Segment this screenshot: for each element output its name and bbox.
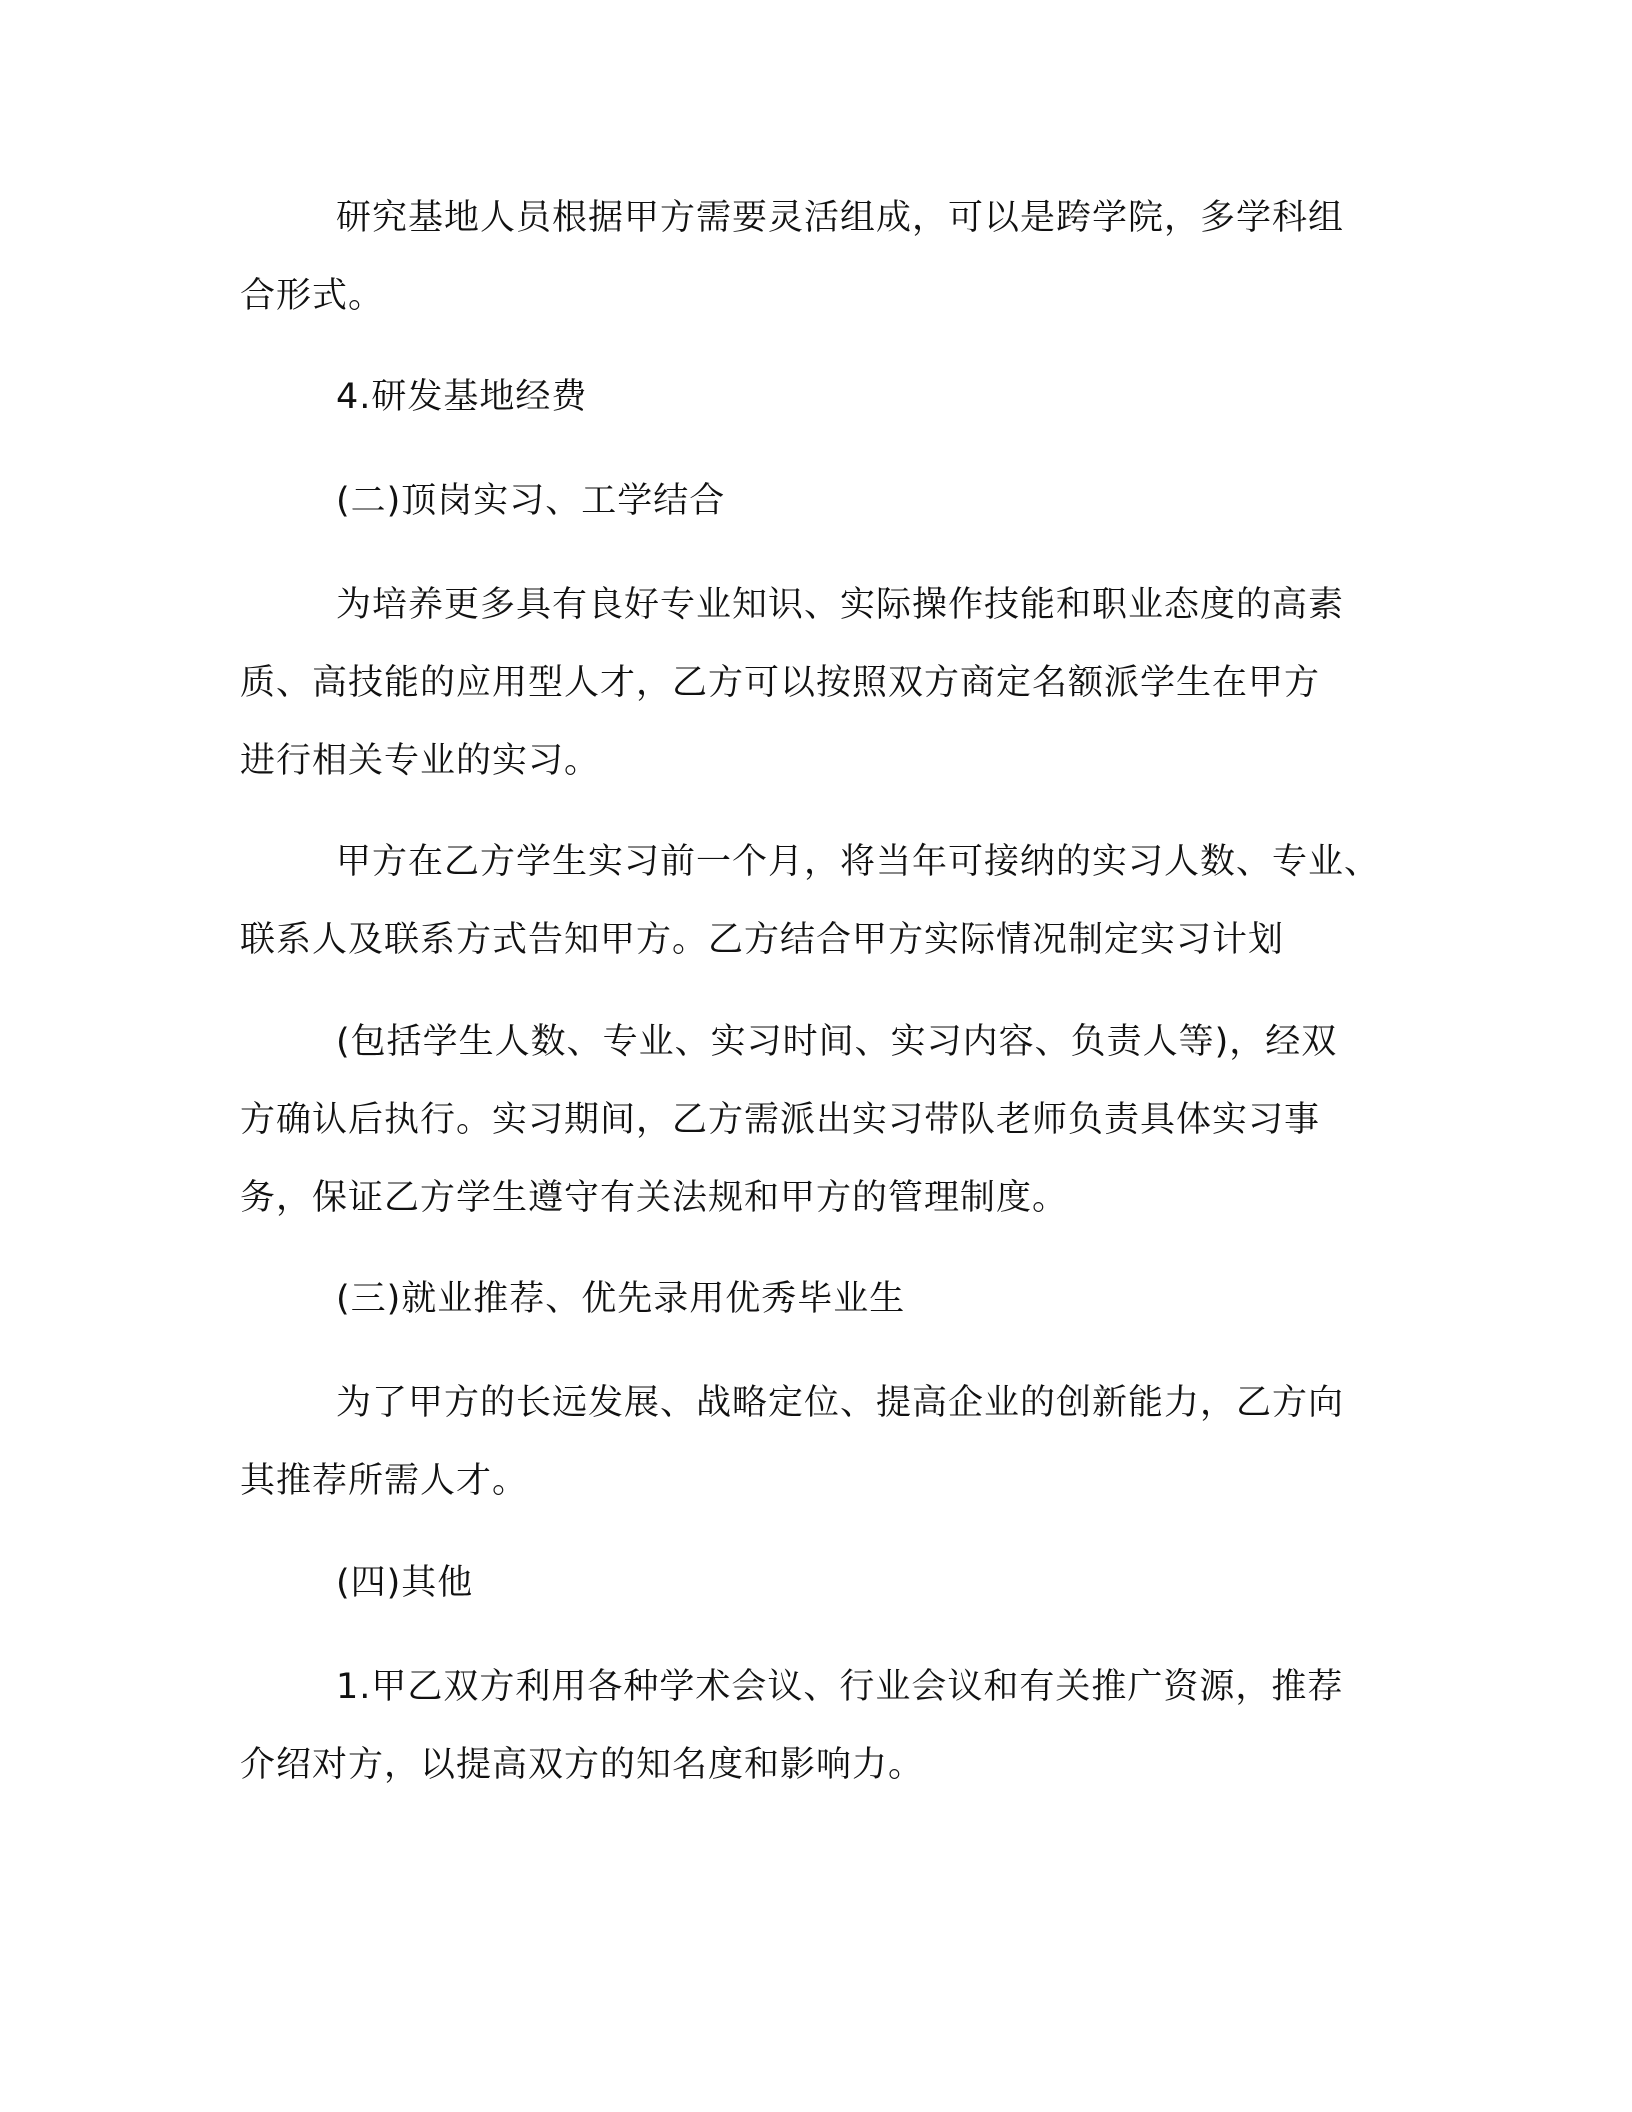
paragraph-talent-cultivation: 为培养更多具有良好专业知识、实际操作技能和职业态度的高素 质、高技能的应用型人才，乙方可以按照双方商定名额派学生在甲方 进行相关专业的实习。 xyxy=(240,585,1345,781)
paragraph-research-base-staff: 研究基地人员根据甲方需要灵活组成，可以是跨学院，多学科组 合形式。 xyxy=(240,198,1345,316)
heading-other: (四)其他 xyxy=(336,1563,474,1603)
paragraph-internship-plan: (包括学生人数、专业、实习时间、实习内容、负责人等)，经双 方确认后执行。实习期间，乙方需派出实习带队老师负责具体实习事 务，保证乙方学生遵守有关法规和甲方的管理制度。 xyxy=(240,1022,1338,1218)
paragraph-internship-notice: 甲方在乙方学生实习前一个月，将当年可接纳的实习人数、专业、 联系人及联系方式告知甲方。乙方结合甲方实际情况制定实习计划 xyxy=(240,842,1381,960)
heading-internship-work-study: (二)顶岗实习、工学结合 xyxy=(336,481,726,521)
paragraph-mutual-promotion: 1.甲乙双方利用各种学术会议、行业会议和有关推广资源，推荐 介绍对方，以提高双方的知名度和影响力。 xyxy=(240,1667,1344,1785)
paragraph-rd-base-funding: 4.研发基地经费 xyxy=(336,377,588,417)
paragraph-talent-recommendation: 为了甲方的长远发展、战略定位、提高企业的创新能力，乙方向 其推荐所需人才。 xyxy=(240,1383,1345,1501)
heading-employment-recommendation: (三)就业推荐、优先录用优秀毕业生 xyxy=(336,1279,906,1319)
